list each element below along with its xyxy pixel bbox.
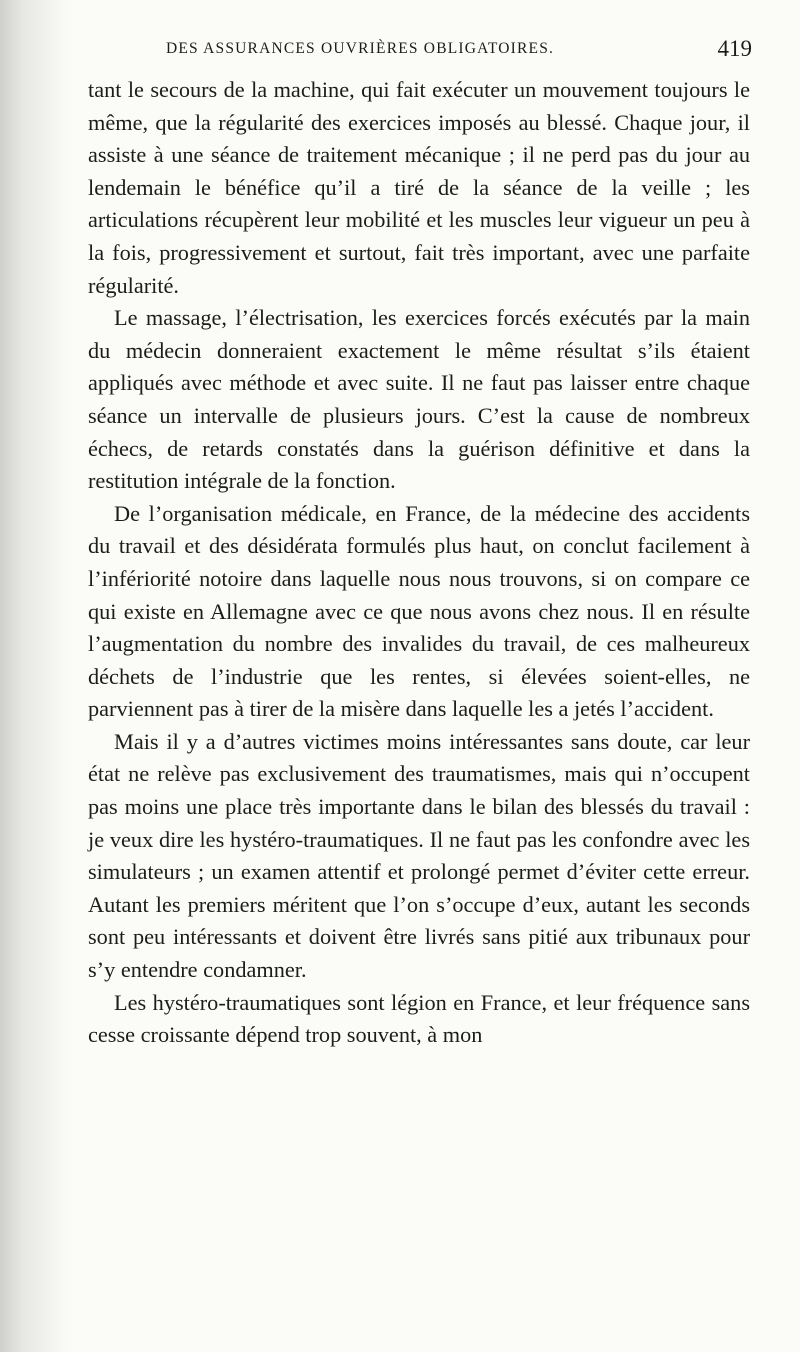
body-text xyxy=(88,74,750,1052)
paragraph-massage: Le massage, l’électrisation, les exercices forcés exécutés par la main du médecin donneraient exactement le même résultat s’ils étaient appliqués avec méthode et avec suite. Il ne faut pas laisser entre chaque séance un intervalle de plusieurs jours. C’est la cause de nombreux échecs, de retards constatés dans la guérison définitive et dans la restitution intégrale de la fonction. xyxy=(88,305,750,494)
paragraph-hystero-traumatiques: Mais il y a d’autres victimes moins intéressantes sans doute, car leur état ne relève pas exclusivement des traumatismes, mais qui n’occupent pas moins une place très importante dans le bilan des blessés du travail : je veux dire les hystéro-traumatiques. Il ne faut pas les confondre avec les simulateurs ; un examen attentif et prolongé permet d’éviter cette erreur. Autant les premiers méritent que l’on s’occupe d’eux, autant les seconds sont peu intéressants et doivent être livrés sans pitié aux tribunaux pour s’y entendre condamner. xyxy=(88,728,750,983)
page-number: 419 xyxy=(717,36,752,61)
running-head xyxy=(88,30,750,74)
binding-shadow xyxy=(0,0,70,1352)
paragraph-legion: Les hystéro-traumatiques sont légion en France, et leur fréquence sans cesse croissante dépend trop souvent, à mon xyxy=(88,989,750,1048)
paragraph-organisation: De l’organisation médicale, en France, de la médecine des accidents du travail et des désidérata formulés plus haut, on conclut facilement à l’infériorité notoire dans laquelle nous nous trouvons, si on compare ce qui existe en Allemagne avec ce que nous avons chez nous. Il en résulte l’augmentation du nombre des invalides du travail, de ces malheureux déchets de l’industrie que les rentes, si élevées soient-elles, ne parviennent pas à tirer de la misère dans laquelle les a jetés l’accident. xyxy=(88,500,750,722)
running-title: DES ASSURANCES OUVRIÈRES OBLIGATOIRES. xyxy=(166,40,555,57)
paragraph-continuation: tant le secours de la machine, qui fait exécuter un mouvement toujours le même, que la régularité des exercices imposés au blessé. Chaque jour, il assiste à une séance de traitement mécanique ; il ne perd pas du jour au lendemain le bénéfice qu’il a tiré de la séance de la veille ; les articulations récupèrent leur mobilité et les muscles leur vigueur un peu à la fois, progressivement et surtout, fait très important, avec une parfaite régularité. xyxy=(88,77,750,298)
book-page xyxy=(88,30,750,1052)
